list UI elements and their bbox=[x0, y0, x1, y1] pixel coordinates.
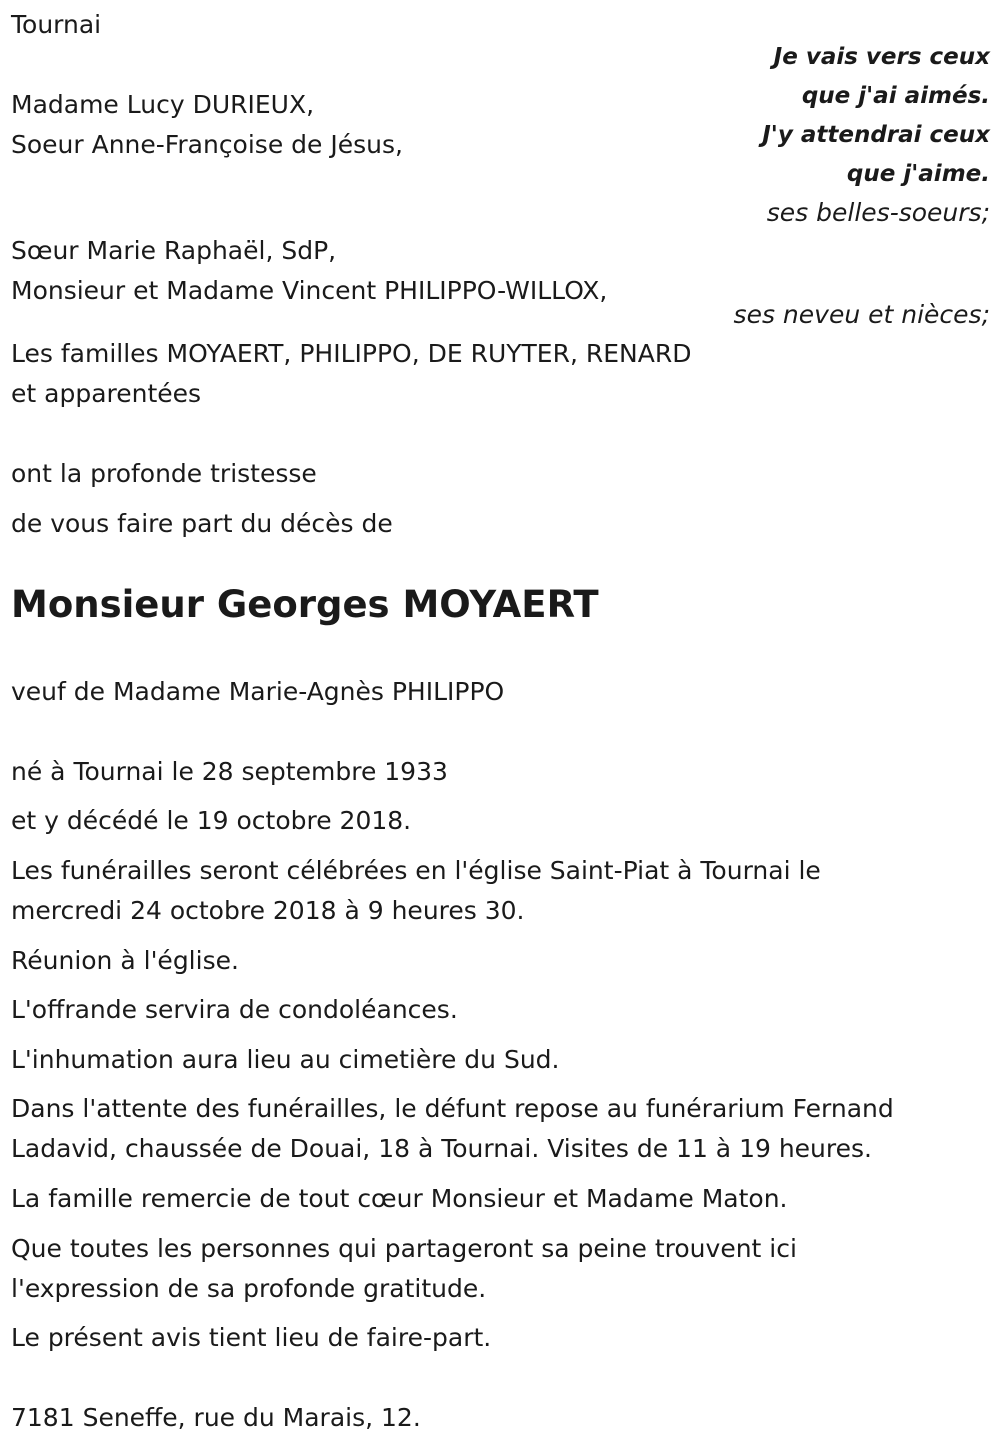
relation-label: ses belles-soeurs; bbox=[766, 198, 990, 227]
gratitude-line: Que toutes les personnes qui partageront sa peine trouvent ici bbox=[11, 1234, 797, 1263]
family-member: Les familles MOYAERT, PHILIPPO, DE RUYTER, RENARD bbox=[11, 339, 692, 368]
funeral-line: Les funérailles seront célébrées en l'église Saint-Piat à Tournai le bbox=[11, 856, 821, 885]
family-member: Soeur Anne-Françoise de Jésus, bbox=[11, 130, 403, 159]
family-member: Monsieur et Madame Vincent PHILIPPO-WILLOX, bbox=[11, 276, 608, 305]
quote-line: J'y attendrai ceux bbox=[762, 122, 990, 148]
rest-line: Ladavid, chaussée de Douai, 18 à Tournai. Visites de 11 à 19 heures. bbox=[11, 1134, 872, 1163]
family-member: Madame Lucy DURIEUX, bbox=[11, 90, 315, 119]
deceased-name: Monsieur Georges MOYAERT bbox=[11, 583, 599, 626]
offering-line: L'offrande servira de condoléances. bbox=[11, 995, 458, 1024]
thanks-line: La famille remercie de tout cœur Monsieur et Madame Maton. bbox=[11, 1184, 788, 1213]
announcement-line: ont la profonde tristesse bbox=[11, 459, 317, 488]
family-member: Sœur Marie Raphaël, SdP, bbox=[11, 236, 337, 265]
relation-label: ses neveu et nièces; bbox=[733, 300, 990, 329]
city-heading: Tournai bbox=[11, 10, 102, 39]
quote-line: que j'ai aimés. bbox=[801, 83, 990, 109]
widow-line: veuf de Madame Marie-Agnès PHILIPPO bbox=[11, 677, 505, 706]
announcement-line: de vous faire part du décès de bbox=[11, 509, 393, 538]
death-line: et y décédé le 19 octobre 2018. bbox=[11, 806, 412, 835]
quote-line: que j'aime. bbox=[846, 161, 990, 187]
gratitude-line: l'expression de sa profonde gratitude. bbox=[11, 1274, 487, 1303]
rest-line: Dans l'attente des funérailles, le défunt repose au funérarium Fernand bbox=[11, 1094, 894, 1123]
meeting-line: Réunion à l'église. bbox=[11, 946, 239, 975]
burial-line: L'inhumation aura lieu au cimetière du Sud. bbox=[11, 1045, 560, 1074]
family-member: et apparentées bbox=[11, 379, 202, 408]
notice-line: Le présent avis tient lieu de faire-part. bbox=[11, 1323, 492, 1352]
epitaph-quote bbox=[762, 38, 990, 194]
address-line: 7181 Seneffe, rue du Marais, 12. bbox=[11, 1403, 421, 1432]
birth-line: né à Tournai le 28 septembre 1933 bbox=[11, 757, 448, 786]
quote-line: Je vais vers ceux bbox=[773, 44, 990, 70]
funeral-line: mercredi 24 octobre 2018 à 9 heures 30. bbox=[11, 896, 525, 925]
